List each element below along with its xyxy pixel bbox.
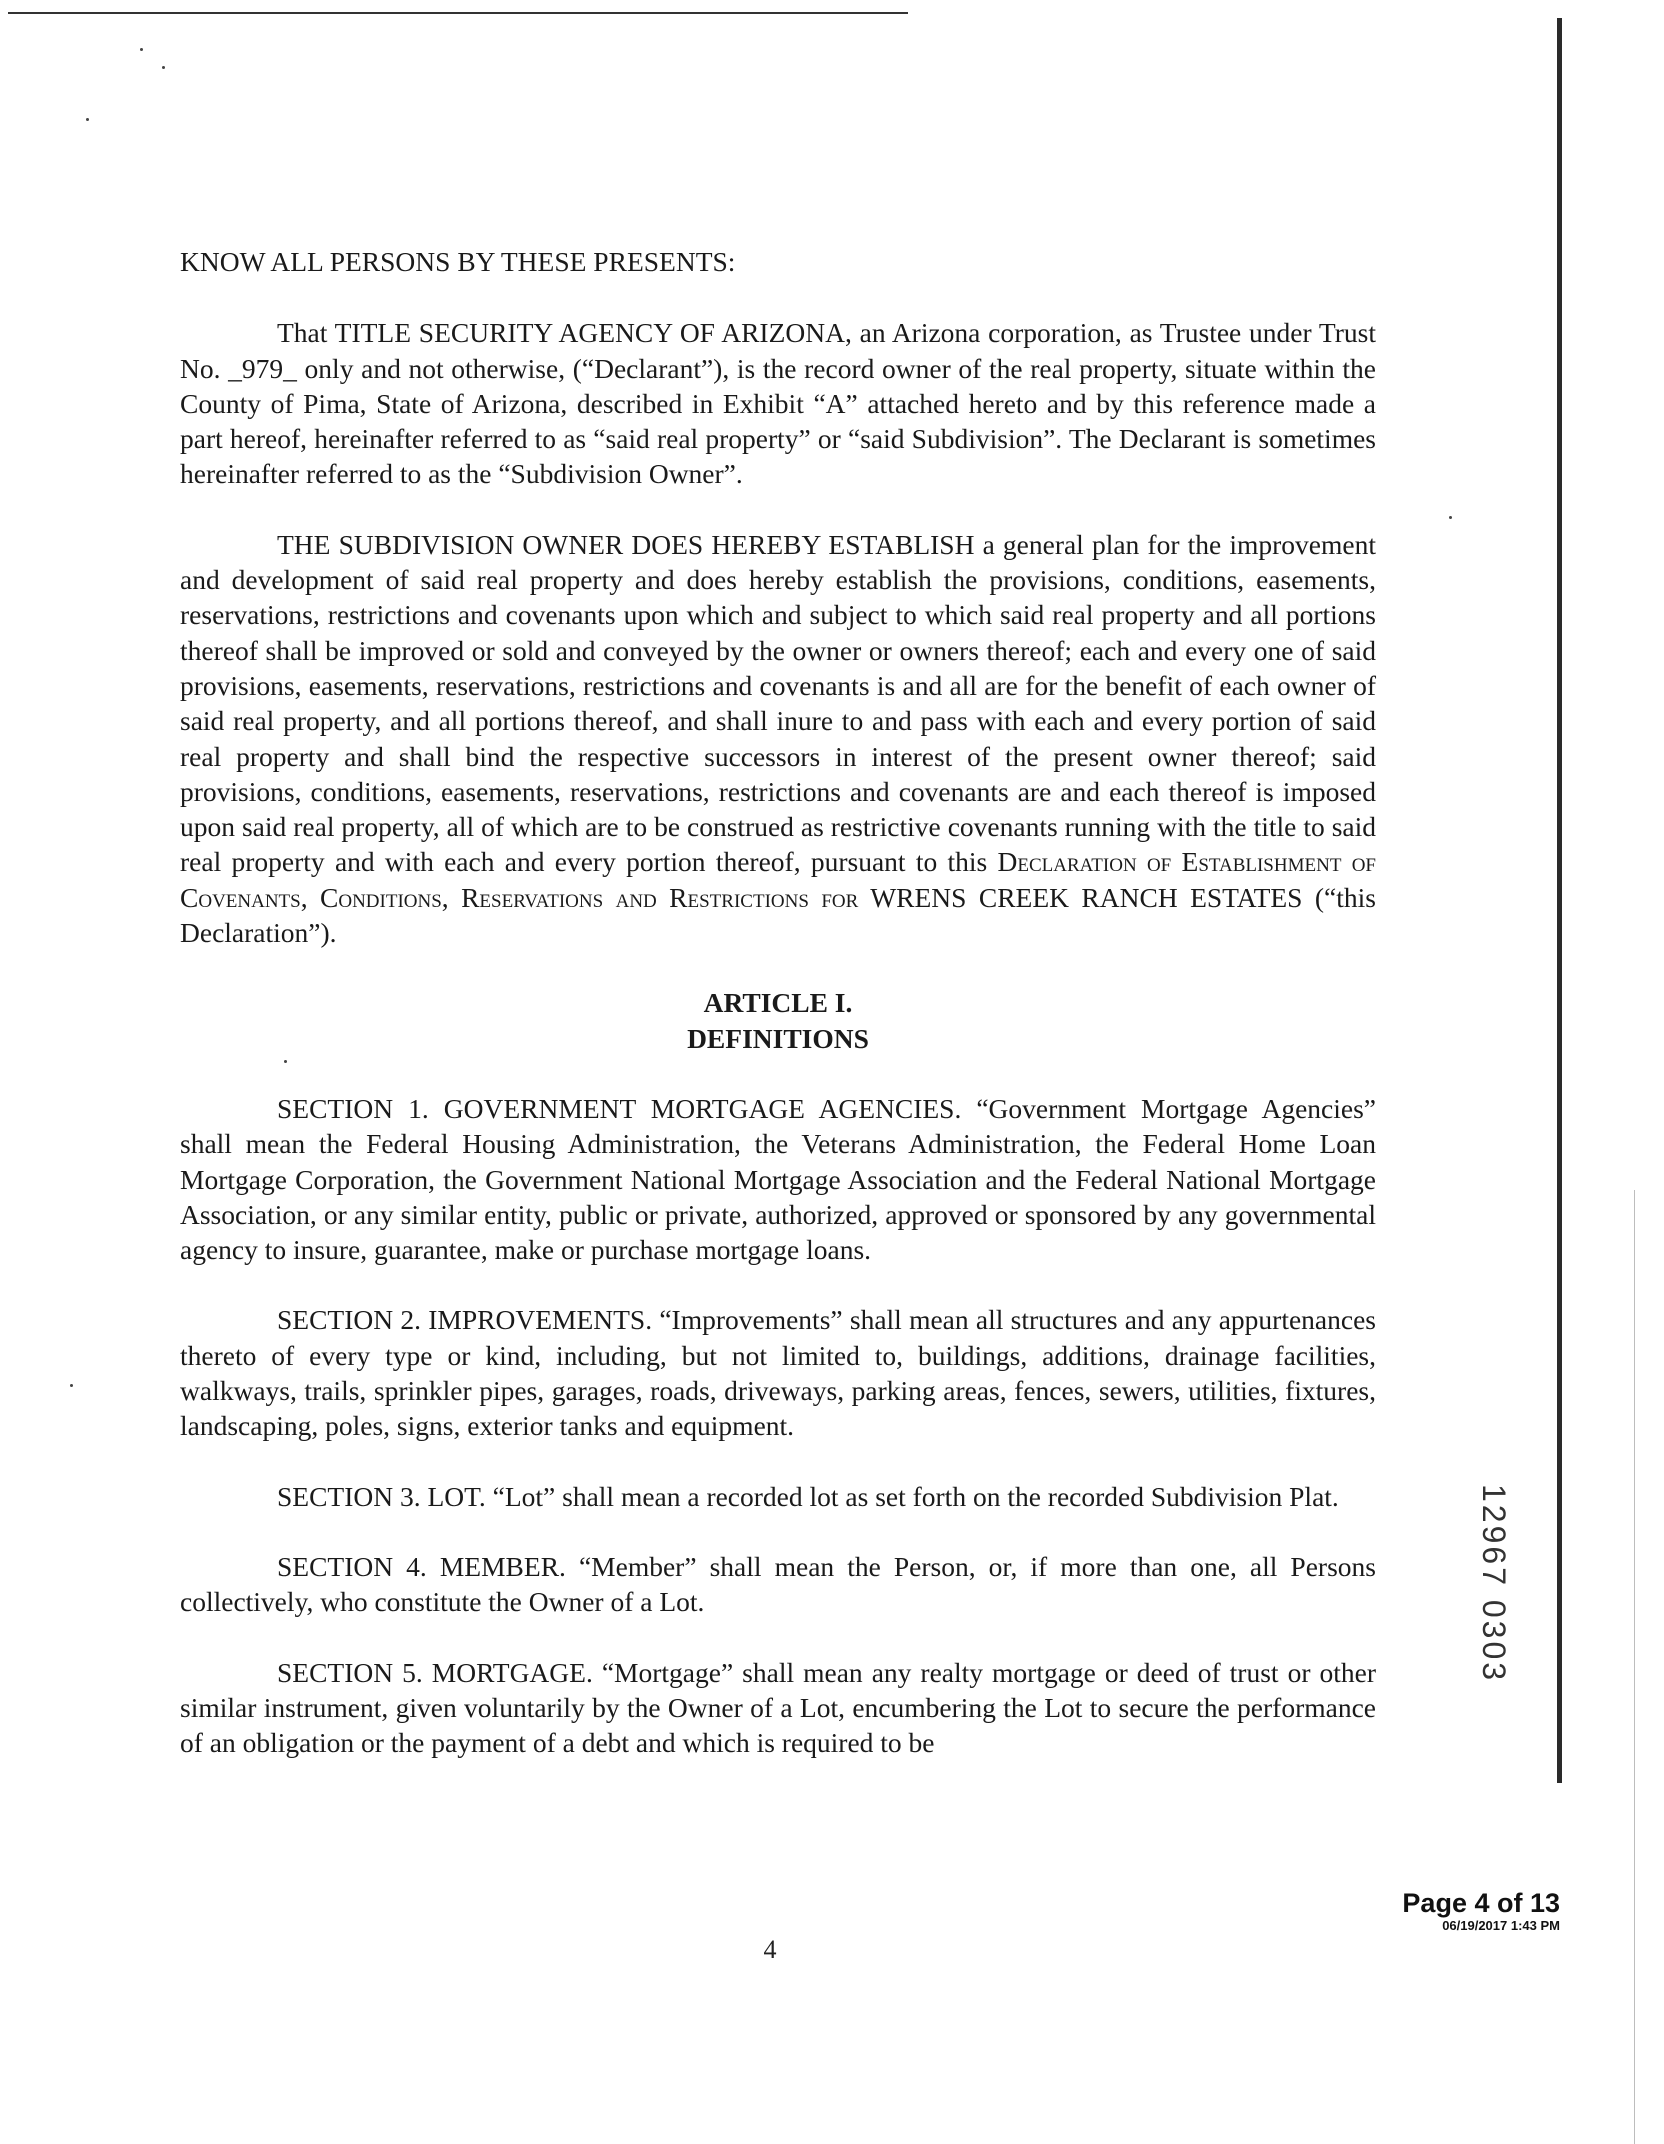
scan-speck <box>162 66 165 69</box>
section-government-mortgage-agencies: SECTION 1. GOVERNMENT MORTGAGE AGENCIES. “Government Mortgage Agencies” shall mean the Federal Housing Administration, the Veterans Administration, the Federal Home Loan Mortgage Corporation, the Government National Mortgage Association and the Federal National Mortgage Association, or any similar entity, public or private, authorized, approved or sponsored by any governmental agency to insure, guarantee, make or purchase mortgage loans. <box>180 1092 1376 1266</box>
establishment-end: WRENS CREEK RANCH ESTATES (“this Declaration”). <box>180 881 1376 949</box>
document-body <box>180 244 1376 1795</box>
establishment-text: THE SUBDIVISION OWNER DOES HEREBY ESTABLISH a general plan for the improvement and development of said real property and does hereby establish the provisions, conditions, easements, reservations, restrictions and covenants upon which and subject to which said real property and all portions thereof shall be improved or sold and conveyed by the owner or owners thereof; each and every one of said provisions, easements, reservations, restrictions and covenants is and all are for the benefit of each owner of said real property, and all portions thereof, and shall inure to and pass with each and every portion of said real property and shall bind the respective successors in interest of the present owner thereof; said provisions, conditions, easements, reservations, restrictions and covenants are and each thereof is imposed upon said real property, all of which are to be construed as restrictive covenants running with the title to said real property and with each and every portion thereof, pursuant to this <box>180 528 1376 878</box>
page-info-stamp <box>1350 1888 1560 1934</box>
paragraph-establishment <box>180 527 1376 951</box>
document-heading: KNOW ALL PERSONS BY THESE PRESENTS: <box>180 246 736 277</box>
section-mortgage: SECTION 5. MORTGAGE. “Mortgage” shall mean any realty mortgage or deed of trust or other similar instrument, given voluntarily by the Owner of a Lot, encumbering the Lot to secure the performance of an obligation or the payment of a debt and which is required to be <box>180 1656 1376 1759</box>
scan-speck <box>140 48 143 51</box>
scan-speck <box>70 1384 73 1387</box>
section-member: SECTION 4. MEMBER. “Member” shall mean the Person, or, if more than one, all Persons collectively, who constitute the Owner of a Lot. <box>180 1550 1376 1618</box>
page-number: 4 <box>763 1935 777 1964</box>
scan-speck <box>86 118 89 121</box>
scan-speck <box>1449 516 1452 519</box>
top-scan-rule <box>8 12 908 14</box>
declaration-title: Declaration of Establishment of Covenants, Conditions, Reservations and Restrictions for <box>180 846 1376 913</box>
page-timestamp: 06/19/2017 1:43 PM <box>1442 1918 1560 1933</box>
scan-edge-line <box>1557 18 1562 1783</box>
paragraph-declarant: That TITLE SECURITY AGENCY OF ARIZONA, an Arizona corporation, as Trustee under Trust No. _979_ only and not otherwise, (“Declarant”), is the record owner of the real property, situate within the County of Pima, State of Arizona, described in Exhibit “A” attached hereto and by this reference made a part hereof, hereinafter referred to as “said real property” or “said Subdivision”. The Declarant is sometimes hereinafter referred to as the “Subdivision Owner”. <box>180 317 1376 490</box>
page-count-label: Page 4 of 13 <box>1402 1888 1560 1918</box>
article-number: ARTICLE I. <box>703 987 853 1019</box>
article-heading <box>180 985 1376 1056</box>
margin-stamp-text: 12967 0303 <box>1476 1484 1512 1684</box>
section-improvements: SECTION 2. IMPROVEMENTS. “Improvements” shall mean all structures and any appurtenances thereto of every type or kind, including, but not limited to, buildings, additions, drainage facilities, walkways, trails, sprinkler pipes, garages, roads, driveways, parking areas, fences, sewers, utilities, fixtures, landscaping, poles, signs, exterior tanks and equipment. <box>180 1304 1376 1442</box>
margin-recording-stamp <box>1476 1484 1534 1734</box>
section-lot: SECTION 3. LOT. “Lot” shall mean a recorded lot as set forth on the recorded Subdivision Plat. <box>277 1480 1339 1512</box>
scan-edge-line-faint <box>1634 1190 1635 2144</box>
article-title: DEFINITIONS <box>687 1022 869 1054</box>
